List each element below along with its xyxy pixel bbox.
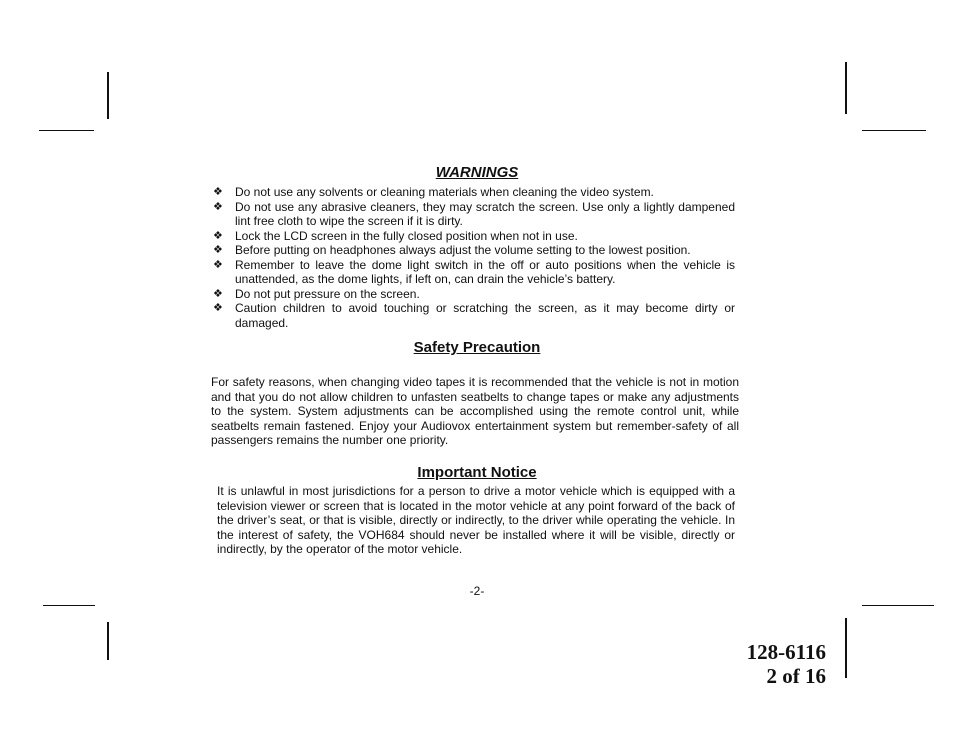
important-notice-paragraph: It is unlawful in most jurisdictions for a person to drive a motor vehicle which is equipped with a television viewer or screen that is located in the motor vehicle at any point forward of the back of the driver’s seat, or that is visible, directly or indirectly, to the driver while operating the vehicle. In the interest of safety, the VOH684 should never be installed where it will be visible, directly or indirectly, by the operator of the motor vehicle.: [217, 484, 735, 556]
important-notice-heading: Important Notice: [417, 464, 537, 481]
document-id-block: [747, 640, 826, 688]
warning-item-text: Before putting on headphones always adjust the volume setting to the lowest position.: [235, 243, 691, 257]
page-number: -2-: [469, 584, 485, 598]
crop-mark-bottom-left-vertical: [107, 622, 109, 660]
crop-mark-top-left-vertical: [107, 72, 109, 119]
crop-mark-bottom-right-horizontal: [862, 605, 934, 606]
crop-mark-bottom-right-vertical: [845, 618, 847, 678]
warnings-list: [213, 185, 735, 330]
diamond-bullet-icon: ❖: [213, 186, 223, 198]
safety-precaution-paragraph: For safety reasons, when changing video tapes it is recommended that the vehicle is not in motion and that you do not allow children to unfasten seatbelts to change tapes or make any adjustments to the system. System adjustments can be accomplished using the remote control unit, while seatbelts remain fastened. Enjoy your Audiovox entertainment system but remember-safety of all passengers remains the number one priority.: [211, 375, 739, 447]
diamond-bullet-icon: ❖: [213, 200, 223, 213]
page-count: 2 of 16: [766, 664, 826, 688]
warning-item-text: Remember to leave the dome light switch in the off or auto positions when the vehicle is unattended, as the dome lights, if left on, can drain the vehicle’s battery.: [235, 257, 735, 286]
crop-mark-bottom-left-horizontal: [43, 605, 95, 606]
warning-item-text: Do not put pressure on the screen.: [235, 286, 420, 301]
diamond-bullet-icon: ❖: [213, 258, 223, 271]
document-number: 128-6116: [746, 640, 826, 664]
crop-mark-top-right-horizontal: [862, 130, 926, 131]
crop-mark-top-right-vertical: [845, 62, 847, 114]
warnings-heading: WARNINGS: [435, 164, 519, 181]
diamond-bullet-icon: ❖: [213, 244, 223, 256]
crop-mark-top-left-horizontal: [39, 130, 94, 131]
warning-item-text: Do not use any abrasive cleaners, they may scratch the screen. Use only a lightly dampened lint free cloth to wipe the screen if it is dirty.: [235, 199, 735, 228]
warning-item: [213, 287, 735, 302]
warning-item-text: Do not use any solvents or cleaning materials when cleaning the video system.: [235, 185, 654, 199]
warning-item: [213, 229, 735, 244]
warning-item: [213, 301, 735, 330]
diamond-bullet-icon: ❖: [213, 302, 223, 314]
warning-item: [213, 243, 735, 258]
warning-item: [213, 200, 735, 229]
safety-precaution-heading: Safety Precaution: [413, 339, 541, 356]
warning-item: [213, 258, 735, 287]
warning-item-text: Lock the LCD screen in the fully closed position when not in use.: [235, 228, 578, 243]
diamond-bullet-icon: ❖: [213, 229, 223, 242]
warning-item: [213, 185, 735, 200]
warning-item-text: Caution children to avoid touching or scratching the screen, as it may become dirty or damaged.: [235, 301, 735, 330]
diamond-bullet-icon: ❖: [213, 287, 223, 300]
